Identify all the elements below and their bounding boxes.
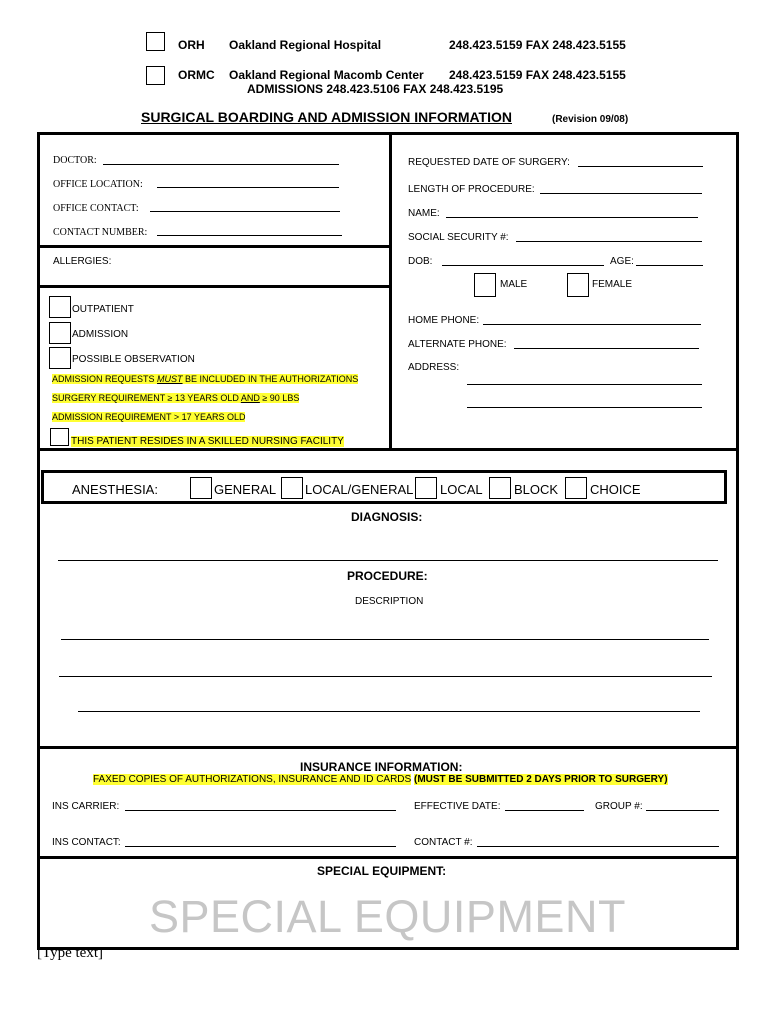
- dob-field[interactable]: [442, 265, 604, 266]
- special-equipment-watermark[interactable]: SPECIAL EQUIPMENT: [149, 891, 626, 942]
- effective-date-field[interactable]: [505, 810, 584, 811]
- alt-phone-field[interactable]: [514, 348, 699, 349]
- name-field[interactable]: [446, 217, 698, 218]
- contact-no-field[interactable]: [477, 846, 719, 847]
- insurance-title: INSURANCE INFORMATION:: [300, 760, 463, 774]
- anesthesia-block-label: BLOCK: [514, 482, 559, 497]
- doctor-label: DOCTOR:: [53, 155, 97, 166]
- contact-number-label: CONTACT NUMBER:: [53, 227, 148, 238]
- office-contact-label: OFFICE CONTACT:: [53, 203, 139, 214]
- diagnosis-label: DIAGNOSIS:: [351, 510, 423, 524]
- age-field[interactable]: [636, 265, 703, 266]
- office-location-label: OFFICE LOCATION:: [53, 179, 143, 190]
- revision: (Revision 09/08): [552, 114, 629, 125]
- anesthesia-local-label: LOCAL: [440, 482, 483, 497]
- ormc-name: Oakland Regional Macomb Center: [229, 68, 424, 82]
- procedure-line-2[interactable]: [59, 676, 712, 677]
- ssn-field[interactable]: [516, 241, 702, 242]
- admissions-phones: ADMISSIONS 248.423.5106 FAX 248.423.5195: [247, 82, 504, 96]
- procedure-line-3[interactable]: [78, 711, 700, 712]
- age-label: AGE:: [610, 256, 634, 267]
- home-phone-field[interactable]: [483, 324, 701, 325]
- divider-line: [37, 448, 739, 451]
- footer-placeholder: [Type text]: [37, 945, 104, 961]
- group-label: GROUP #:: [595, 801, 643, 812]
- anesthesia-choice-label: CHOICE: [590, 482, 641, 497]
- anesthesia-local-checkbox[interactable]: [415, 477, 437, 499]
- divider-line: [37, 856, 739, 859]
- allergies-label: ALLERGIES:: [53, 256, 112, 267]
- doctor-field[interactable]: [103, 164, 339, 165]
- office-contact-field[interactable]: [150, 211, 340, 212]
- observation-checkbox[interactable]: [49, 347, 71, 369]
- name-label: NAME:: [408, 208, 440, 219]
- length-field[interactable]: [540, 193, 702, 194]
- outpatient-label: OUTPATIENT: [72, 304, 134, 315]
- admission-checkbox[interactable]: [49, 322, 71, 344]
- anesthesia-local-general-checkbox[interactable]: [281, 477, 303, 499]
- outpatient-checkbox[interactable]: [49, 296, 71, 318]
- anesthesia-label: ANESTHESIA:: [72, 482, 158, 497]
- requested-date-field[interactable]: [578, 166, 703, 167]
- dob-label: DOB:: [408, 256, 433, 267]
- orh-name: Oakland Regional Hospital: [229, 38, 382, 52]
- description-label: DESCRIPTION: [355, 596, 424, 607]
- diagnosis-line[interactable]: [58, 560, 718, 561]
- orh-phones: 248.423.5159 FAX 248.423.5155: [449, 38, 626, 52]
- note-authorizations: ADMISSION REQUESTS MUST BE INCLUDED IN THE AUTHORIZATIONS: [52, 374, 359, 384]
- group-field[interactable]: [646, 810, 719, 811]
- anesthesia-choice-checkbox[interactable]: [565, 477, 587, 499]
- anesthesia-general-checkbox[interactable]: [190, 477, 212, 499]
- male-checkbox[interactable]: [474, 273, 496, 297]
- snf-label: THIS PATIENT RESIDES IN A SKILLED NURSING FACILITY: [71, 436, 344, 447]
- divider-line: [37, 245, 391, 248]
- female-checkbox[interactable]: [567, 273, 589, 297]
- ins-carrier-label: INS CARRIER:: [52, 801, 120, 812]
- office-location-field[interactable]: [157, 187, 339, 188]
- column-divider: [389, 132, 392, 450]
- note-surgery-requirement: SURGERY REQUIREMENT ≥ 13 YEARS OLD AND ≥ 90 LBS: [52, 393, 300, 403]
- ins-contact-field[interactable]: [125, 846, 396, 847]
- address-line-2[interactable]: [467, 407, 702, 408]
- orh-code: ORH: [178, 38, 205, 52]
- special-equipment-label: SPECIAL EQUIPMENT:: [317, 864, 447, 878]
- ormc-checkbox[interactable]: [146, 66, 165, 85]
- divider-line: [37, 285, 391, 288]
- anesthesia-general-label: GENERAL: [214, 482, 277, 497]
- ormc-phones: 248.423.5159 FAX 248.423.5155: [449, 68, 626, 82]
- contact-number-field[interactable]: [157, 235, 342, 236]
- procedure-line-1[interactable]: [61, 639, 709, 640]
- male-label: MALE: [500, 279, 528, 290]
- observation-label: POSSIBLE OBSERVATION: [72, 354, 195, 365]
- contact-no-label: CONTACT #:: [414, 837, 473, 848]
- alt-phone-label: ALTERNATE PHONE:: [408, 339, 507, 350]
- ssn-label: SOCIAL SECURITY #:: [408, 232, 509, 243]
- insurance-note: FAXED COPIES OF AUTHORIZATIONS, INSURANCE AND ID CARDS (MUST BE SUBMITTED 2 DAYS PRIOR TO SURGERY): [93, 774, 668, 785]
- anesthesia-block-checkbox[interactable]: [489, 477, 511, 499]
- requested-date-label: REQUESTED DATE OF SURGERY:: [408, 157, 570, 168]
- divider-line: [37, 746, 739, 749]
- home-phone-label: HOME PHONE:: [408, 315, 480, 326]
- anesthesia-local-general-label: LOCAL/GENERAL: [305, 482, 414, 497]
- snf-checkbox[interactable]: [50, 428, 69, 446]
- ins-contact-label: INS CONTACT:: [52, 837, 121, 848]
- procedure-label: PROCEDURE:: [347, 569, 428, 583]
- orh-checkbox[interactable]: [146, 32, 165, 51]
- form-frame: [37, 132, 739, 950]
- length-label: LENGTH OF PROCEDURE:: [408, 184, 535, 195]
- address-label: ADDRESS:: [408, 362, 460, 373]
- address-line-1[interactable]: [467, 384, 702, 385]
- ins-carrier-field[interactable]: [125, 810, 396, 811]
- admission-label: ADMISSION: [72, 329, 129, 340]
- female-label: FEMALE: [592, 279, 633, 290]
- effective-date-label: EFFECTIVE DATE:: [414, 801, 501, 812]
- ormc-code: ORMC: [178, 68, 215, 82]
- form-title: SURGICAL BOARDING AND ADMISSION INFORMATION: [141, 109, 512, 125]
- note-admission-requirement: ADMISSION REQUIREMENT > 17 YEARS OLD: [52, 412, 246, 422]
